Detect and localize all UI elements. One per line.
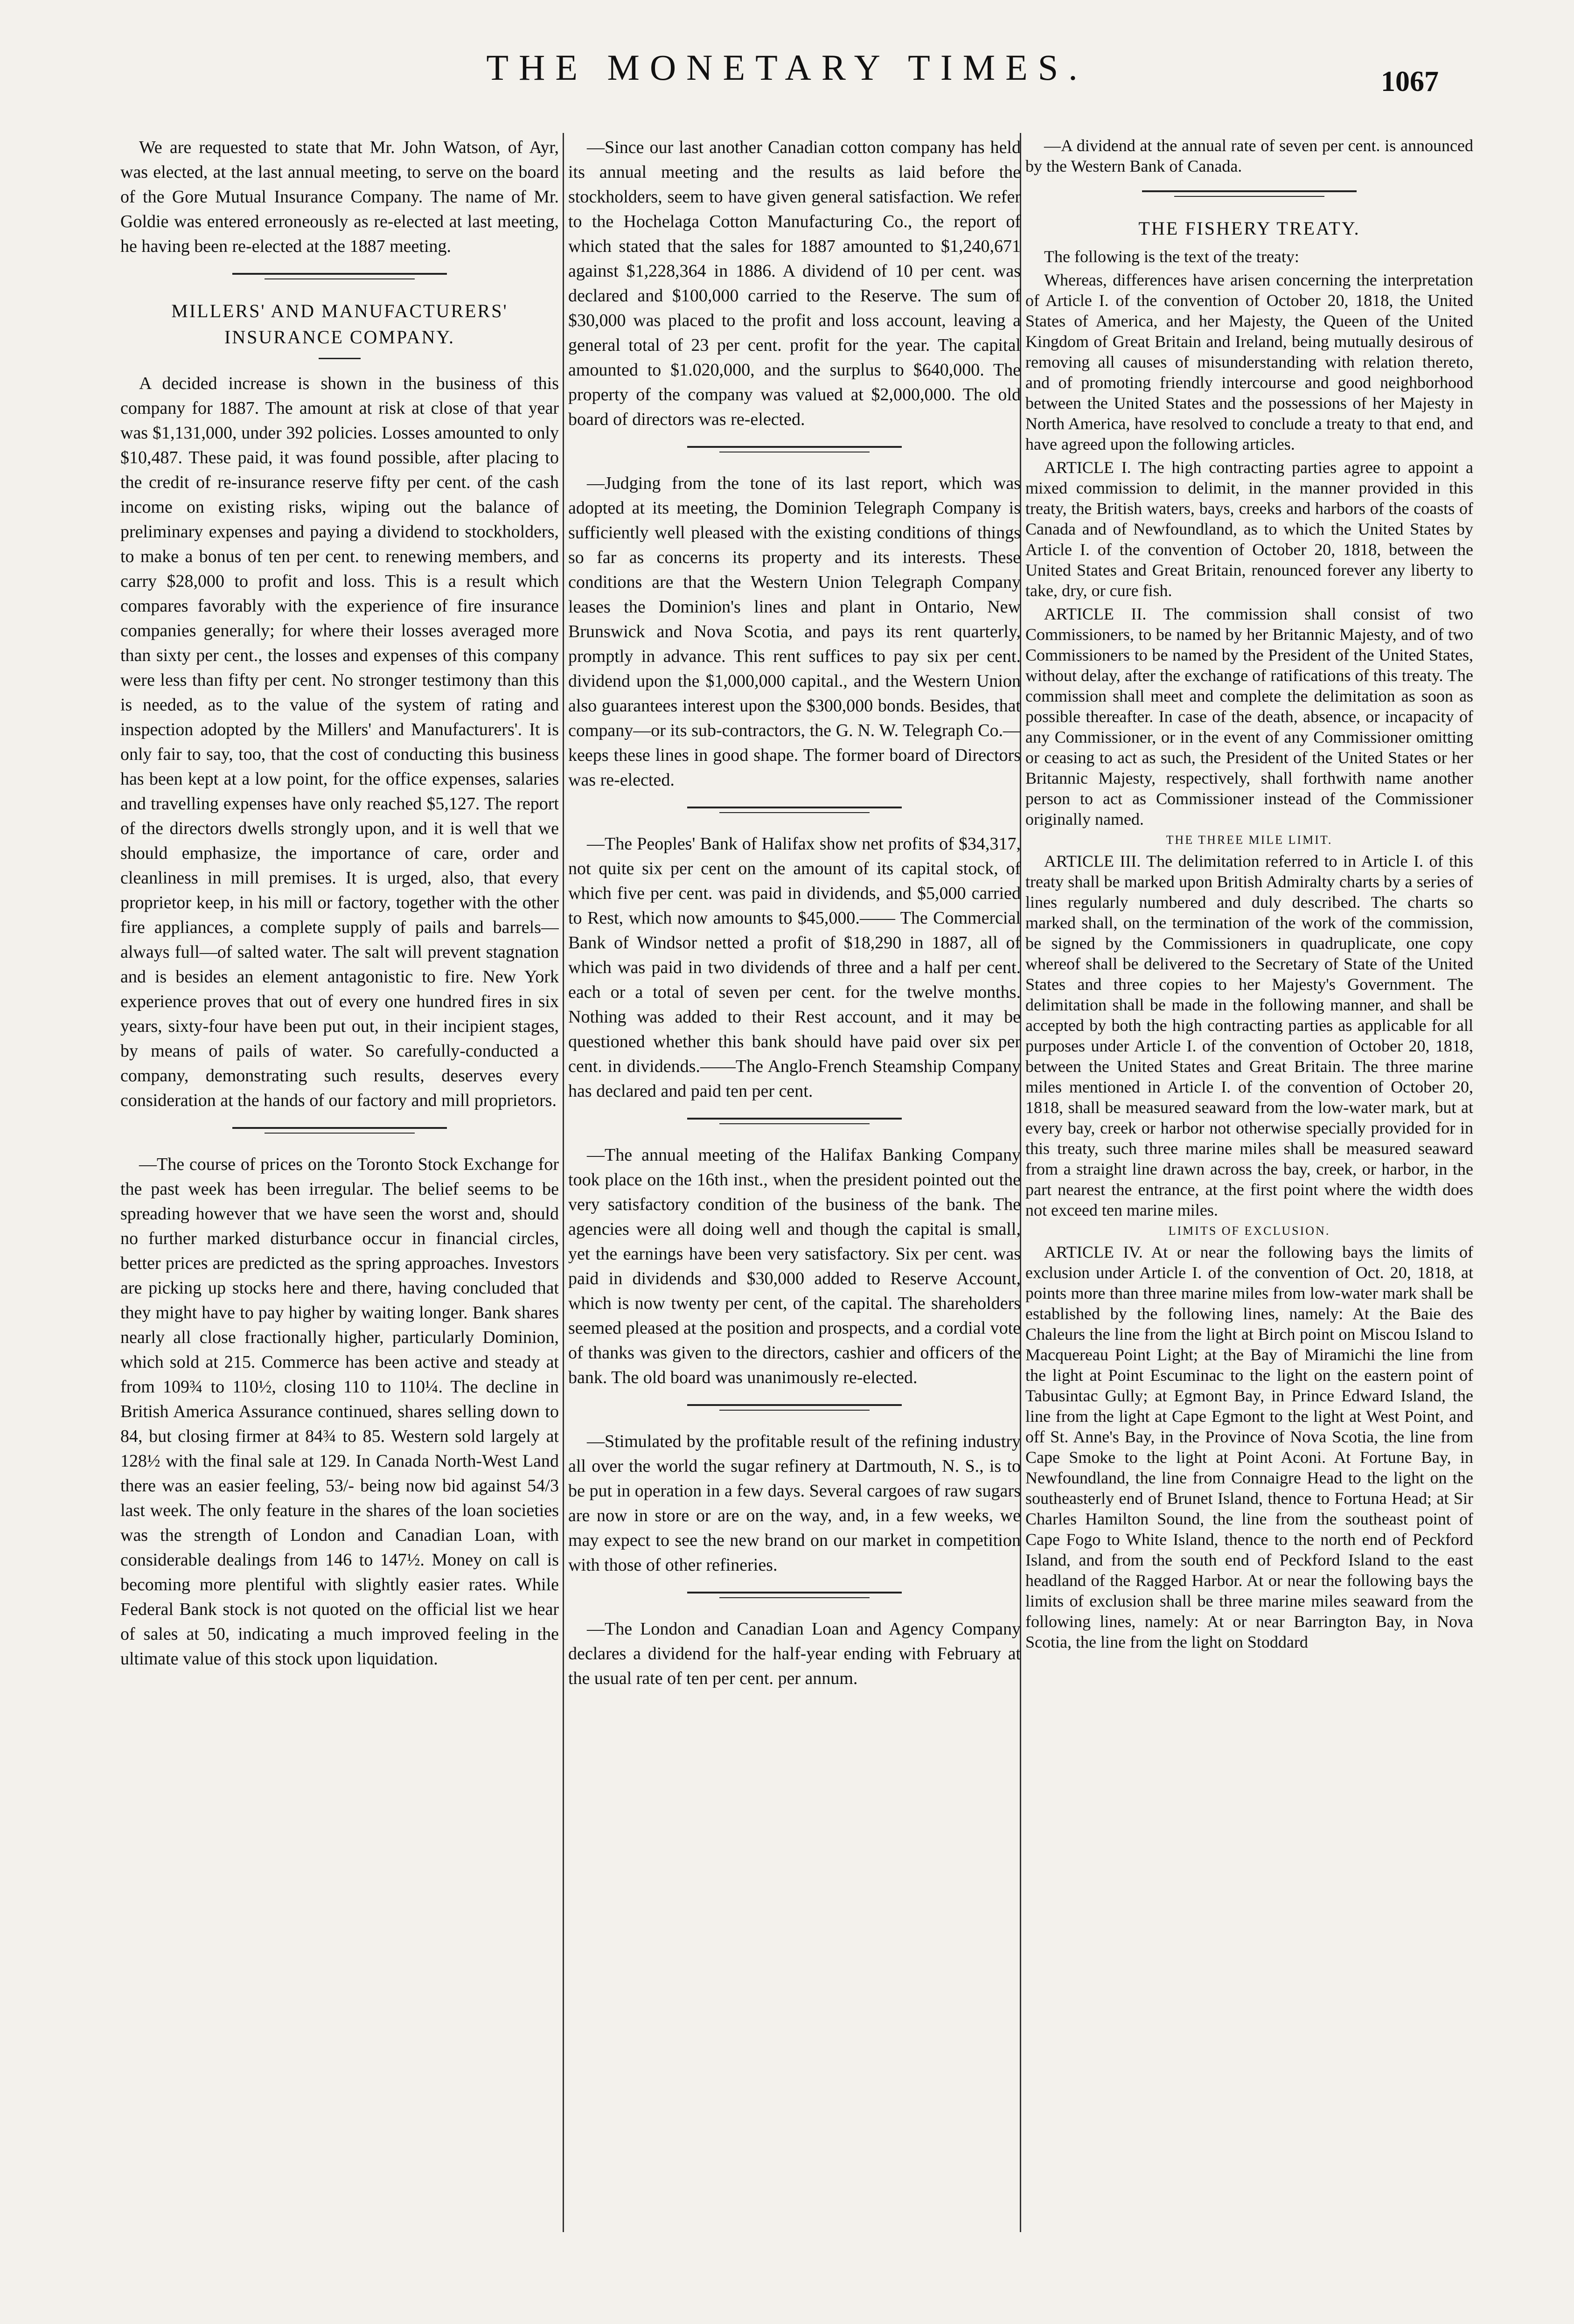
column-3 [1025,135,1473,2244]
treaty-intro: The following is the text of the treaty: [1044,247,1299,266]
page-header [0,0,1574,112]
column-rule [563,133,564,2232]
treaty-article-1: ARTICLE I. The high contracting parties agree to appoint a mixed commission to delimit, in the manner provided in this treaty, the British waters, bays, creeks and harbors of the coasts of Canada and of Newfoundland, as to which the United States by Article I. of the convention of October 20, 1818, between the United States and Great Britain, renounced forever any liberty to take, dry, or cure fish. [1025,458,1473,600]
article-halifax-bank: —The annual meeting of the Halifax Banking Company took place on the 16th inst., when the president pointed out the very satisfactory condition of the business of the bank. The agencies were all doing well and though the capital is small, yet the earnings have been very satisfactory. Six per cent. was paid in dividends and $30,000 added to Reserve Account, which is now twenty per cent, of the capital. The shareholders seemed pleased at the position and prospects, and a cordial vote of thanks was given to the directors, cashier and officers of the bank. The old board was unanimously re-elected. [568,1145,1021,1387]
article-telegraph: —Judging from the tone of its last report, which was adopted at its meeting, the Dominion Telegraph Company is sufficiently well pleased with the existing conditions of things so far as concerns its property and its interests. These conditions are that the Western Union Telegraph Company leases the Dominion's lines and plant in Ontario, New Brunswick and Nova Scotia, and pays its rent quarterly, promptly in advance. This rent suffices to pay six per cent. dividend upon the $1,000,000 capital., and the Western Union also guarantees interest upon the $300,000 bonds. Besides, that company—or its sub-contractors, the G. N. W. Telegraph Co.—keeps these lines in good shape. The former board of Directors was re-elected. [568,473,1021,790]
column-1 [120,135,559,2244]
treaty-whereas: Whereas, differences have arisen concerning the interpretation of Article I. of the convention of October 20, 1818, the United States of America, and her Majesty, the Queen of the United Kingdom of Great Britain and Ireland, being mutually desirous of removing all causes of misunderstanding with relation thereto, and of promoting friendly intercourse and good neighborhood between the United States and the possessions of her Majesty in North America, have resolved to conclude a treaty to that end, and have agreed upon the following articles. [1025,271,1473,453]
article-peoples-bank: —The Peoples' Bank of Halifax show net profits of $34,317, not quite six per cent on the amount of its capital stock, of which five per cent. was paid in dividends, and $5,000 carried to Rest, which now amounts to $45,000.—— The Commercial Bank of Windsor netted a profit of $18,290 in 1887, all of which was paid in two dividends of three and a half per cent. each or a total of seven per cent. for the twelve months. Nothing was added to their Rest account, and it may be questioned whether this bank should have paid over six per cent. in dividends.——The Anglo-French Steamship Company has declared and paid ten per cent. [568,834,1021,1101]
treaty-article-3: ARTICLE III. The delimitation referred to in Article I. of this treaty shall be marked upon British Admiralty charts by a series of lines regularly numbered and duly described. The charts so marked shall, on the termination of the work of the commission, be signed by the Commissioners in quadruplicate, one copy whereof shall be delivered to the Secretary of State of the United States and three copies to her Majesty's Government. The delimitation shall be made in the following manner, and shall be accepted by both the high contracting parties as applicable for all purposes under Article I. of the convention of October 20, 1818, between the United States and Great Britain. The three marine miles mentioned in Article I. of the convention of October 20, 1818, shall be measured seaward from the low-water mark, but at every bay, creek or harbor not otherwise specially provided for in this treaty, such three marine miles shall be measured seaward from a straight line drawn across the bay, creek, or harbor, in the part nearest the entrance, at the first point where the width does not exceed ten marine miles. [1025,852,1473,1219]
section-divider [687,1592,902,1598]
heading-fishery-treaty: THE FISHERY TREATY. [1138,218,1360,239]
section-divider [687,446,902,452]
section-divider [687,1118,902,1124]
subhead-limits-of-exclusion: LIMITS OF EXCLUSION. [1168,1224,1330,1238]
article-cotton: —Since our last another Canadian cotton company has held its annual meeting and the results as laid before the stockholders, seem to have given general satisfaction. We refer to the Hochelaga Cotton Manufacturing Co., the report of which stated that the sales for 1887 amounted to $1,240,671 against $1,228,364 in 1886. A dividend of 10 per cent. was declared and $100,000 carried to the Reserve. The sum of $30,000 was placed to the profit and loss account, leaving a general total of 23 per cent. profit for the year. The capital amounted to $1.020,000, and the surplus to $640,000. The property of the company was valued at $2,000,000. The old board of directors was re-elected. [568,138,1021,429]
article-toronto-stock: —The course of prices on the Toronto Stock Exchange for the past week has been irregular. The belief seems to be spreading however that we have seen the worst and, should no further marked disturbance occur in financial circles, better prices are predicted as the spring approaches. Investors are picking up stocks here and there, having concluded that they might have to pay higher by waiting longer. Bank shares nearly all close fractionally higher, particularly Dominion, which sold at 215. Commerce has been active and steady at from 109¾ to 110½, closing 110 to 110¼. The decline in British America Assurance continued, shares selling down to 84, but closing firmer at 84¾ to 85. Western sold largely at 128½ with the final sale at 129. In Canada North-West Land there was an easier feeling, 53/- being now bid against 54/3 last week. The only feature in the shares of the loan societies was the strength of London and Canadian Loan, with considerable dealings from 146 to 147½. Money on call is becoming more plentiful with slightly easier rates. While Federal Bank stock is not quoted on the official list we hear of sales at 50, indicating a much improved feeling in the ultimate value of this stock upon liquidation. [120,1155,559,1669]
article-western-bank: —A dividend at the annual rate of seven per cent. is announced by the Western Bank of Canada. [1025,136,1473,175]
treaty-article-2: ARTICLE II. The commission shall consist of two Commissioners, to be named by her Britannic Majesty, and of two Commissioners to be named by the President of the United States, without delay, after the exchange of ratifications of this treaty. The commission shall meet and complete the delimitation as soon as possible thereafter. In case of the death, absence, or incapacity of any Commissioner, or in the event of any Commissioner omitting or ceasing to act as such, the President of the United States or her Britannic Majesty, respectively, shall forthwith name another person to act as Commissioner instead of the Commissioner originally named. [1025,605,1473,828]
article-sugar: —Stimulated by the profitable result of the refining industry all over the world the sugar refinery at Dartmouth, N. S., is to be put in operation in a few days. Several cargoes of raw sugars are now in store or are on the way, and, in a few weeks, we may expect to see the new brand on our market in competition with those of other refineries. [568,1432,1021,1575]
masthead-title: THE MONETARY TIMES. [486,47,1088,88]
column-2 [568,135,1021,2244]
article-london-loan: —The London and Canadian Loan and Agency Company declares a dividend for the half-year ending with February at the usual rate of ten per cent. per annum. [568,1619,1021,1688]
short-rule [319,358,361,359]
article-watson: We are requested to state that Mr. John Watson, of Ayr, was elected, at the last annual meeting, to serve on the board of the Gore Mutual Insurance Company. The name of Mr. Goldie was entered erroneously as re-elected at last meeting, he having been re-elected at the 1887 meeting. [120,138,559,256]
section-divider [232,1127,447,1134]
subhead-three-mile-limit: THE THREE MILE LIMIT. [1166,833,1333,847]
section-divider [232,273,447,279]
section-divider [687,807,902,813]
section-divider [687,1404,902,1411]
heading-millers: MILLERS' AND MANUFACTURERS' INSURANCE COMPANY. [171,300,508,348]
treaty-article-4: ARTICLE IV. At or near the following bays the limits of exclusion under Article I. of the convention of Oct. 20, 1818, at points more than three marine miles from low-water mark shall be established by the following lines, namely: At the Baie des Chaleurs the line from the light at Birch point on Miscou Island to Macquereau Point Light; at the Bay of Miramichi the line from the light at Point Escuminac to the light on the eastern point of Tabusintac Gully; at Egmont Bay, in Prince Edward Island, the line from the light at Cape Egmont to the light at West Point, and off St. Anne's Bay, in the Province of Nova Scotia, the line from Cape Smoke to the light at Point Aconi. At Fortune Bay, in Newfoundland, the line from Connaigre Head to the light on the southeasterly end of Brunet Island, thence to Fortuna Head; at Sir Charles Hamilton Sound, the line from the southeast point of Cape Fogo to White Island, thence to the north end of Peckford Island, and from the south end of Peckford Island to the east headland of the Ragged Harbor. At or near the following bays the limits of exclusion shall be three marine miles seaward from the following lines, namely: At or near Barrington Bay, in Nova Scotia, the line from the light on Stoddard [1025,1243,1473,1651]
article-millers: A decided increase is shown in the business of this company for 1887. The amount at risk at close of that year was $1,131,000, under 392 policies. Losses amounted to only $10,487. These paid, it was found possible, after placing to the credit of re-insurance reserve fifty per cent. of the cash income on existing risks, wiping out the balance of preliminary expenses and paying a dividend to stockholders, to make a bonus of ten per cent. to renewing members, and carry $28,000 to profit and loss. This is a result which compares favorably with the experience of fire insurance companies generally; for where their losses averaged more than sixty per cent., the losses and expenses of this company were less than fifty per cent. No stronger testimony than this is needed, as to the value of the system of rating and inspection adopted by the Millers' and Manufacturers'. It is only fair to say, too, that the cost of conducting this business has been kept at a low point, for the office expenses, salaries and travelling expenses have only reached $5,127. The report of the directors dwells strongly upon, and it is well that we should emphasize, the importance of care, order and cleanliness in mill premises. It is urged, also, that every proprietor keep, in his mill or factory, together with the other fire appliances, a complete supply of pails and barrels—always full—of salted water. The salt will prevent stagnation and is besides an element antagonistic to fire. New York experience proves that out of every one hundred fires in six years, sixty-four have been put out, in their incipient stages, by means of pails of water. So carefully-conducted a company, demonstrating such results, deserves every consideration at the hands of our factory and mill proprietors. [120,374,559,1110]
section-divider [1142,190,1357,197]
page-number: 1067 [1381,66,1439,97]
